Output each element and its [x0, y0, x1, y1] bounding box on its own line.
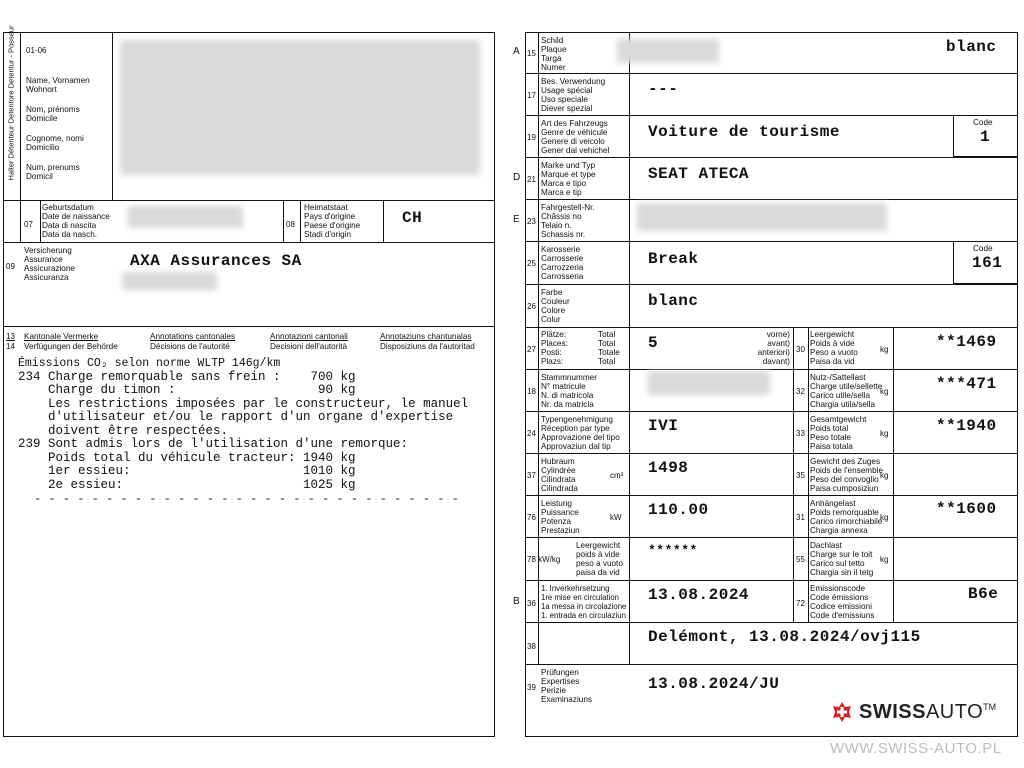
f27-label: Plätze: Places: Posti: Plazs:	[541, 330, 568, 366]
f15-label: Schild Plaque Targa Numer	[541, 36, 567, 72]
f15-num: 15	[527, 49, 536, 58]
f23-label: Fahrgestell-Nr. Châssis no Telaio n. Schassis nr.	[541, 203, 595, 239]
remark-line: d'utilisateur et/ou le rapport d'un organe d'expertise	[18, 410, 454, 424]
f19-code: 1	[980, 128, 991, 146]
f32-unit: kg	[880, 387, 889, 396]
f36-value: 13.08.2024	[648, 586, 750, 604]
f25-label: Karosserie Carrosserie Carrozzeria Carrosseria	[541, 245, 584, 281]
f33-unit: kg	[880, 429, 889, 438]
remark-line: 234 Charge remorquable sans frein : 700 kg	[18, 369, 356, 384]
remark-line: Les restrictions imposées par le constructeur, le manuel	[18, 396, 469, 411]
f15-letter: A	[513, 46, 520, 57]
f35-label: Gewicht des Zuges Poids de l'ensemble Peso del convoglio Paisa cumposiziun	[810, 457, 884, 493]
f25-value: Break	[648, 250, 699, 268]
f30-label: Leergewicht Poids à vide Peso a vuoto Paisa da vid	[810, 330, 858, 366]
f26-label: Farbe Couleur Colore Colur	[541, 288, 570, 324]
f39-value: 13.08.2024/JU	[648, 675, 780, 693]
f19-code-label: Code	[973, 118, 993, 127]
holder-label-4: Num, prenums Domicil	[26, 163, 80, 181]
f24-label: Typengenehmigung Réception par type Approvazione del tipo Approvaziun dal tip	[541, 415, 620, 451]
holder-label-2: Nom, prénoms Domicile	[26, 105, 80, 123]
field09-num: 09	[6, 262, 15, 271]
logo-text-swiss: SWISS	[859, 700, 926, 723]
f31-value: **1600	[936, 500, 997, 518]
remark-line: Émissions CO₂ selon norme WLTP 146g/km	[18, 357, 281, 370]
f78-value: ******	[648, 543, 698, 558]
field07-num: 07	[24, 220, 33, 229]
f21-letter: D	[513, 172, 521, 183]
plate-redacted	[617, 39, 719, 63]
f17-value: ---	[648, 80, 679, 98]
f23-letter: E	[513, 214, 520, 225]
f25-code-label: Code	[973, 244, 993, 253]
f25-code: 161	[972, 254, 1003, 272]
f72-label: Emissionscode Code émissions Codice emissioni Code d'emissiuns	[810, 584, 875, 620]
holder-label-3: Cognome, nomi Domicilio	[26, 134, 84, 152]
f17-label: Bes. Verwendung Usage spécial Uso speciale Diever spezial	[541, 77, 606, 113]
matricule-redacted	[648, 371, 770, 395]
f76-num: 76	[527, 513, 536, 522]
f76-value: 110.00	[648, 501, 709, 519]
field14-num: 14	[6, 342, 15, 351]
swissauto-logo	[830, 699, 1015, 725]
f38-value: Delémont, 13.08.2024/ovj115	[648, 628, 921, 646]
f19-num: 19	[527, 133, 536, 142]
authority-decisions-header-fr: Décisions de l'autorité	[150, 342, 230, 351]
logo-text-auto: AUTO	[925, 700, 984, 723]
insurance-number-redacted	[122, 272, 217, 290]
f26-num: 26	[527, 302, 536, 311]
f25-num: 25	[527, 259, 536, 268]
f24-value: IVI	[648, 417, 679, 435]
remark-line: Poids total du véhicule tracteur: 1940 kg	[18, 450, 356, 465]
f21-value: SEAT ATECA	[648, 165, 750, 183]
origin-country-value: CH	[402, 209, 423, 227]
f18-label: Stammnummer N° matricule N. di matricola Nr. da matricla	[541, 373, 597, 409]
vertical-holder-label: Halter Détenteur Detentore Detentur - Posseur	[6, 25, 16, 181]
f30-value: **1469	[936, 333, 997, 351]
f37-label: Hubraum Cylindrée Cilindrata Cilindrada	[541, 457, 578, 493]
field07-label: Geburtsdatum Date de naissance Data di nascita Data da nasch.	[42, 203, 110, 239]
f27-value: 5	[648, 334, 659, 352]
f76-unit: kW	[610, 513, 622, 522]
field09-label: Versicherung Assurance Assicurazione Assicuranza	[24, 246, 75, 282]
field13-num: 13	[6, 332, 15, 341]
f37-unit: cm³	[610, 471, 624, 480]
authority-decisions-header: Verfügungen der Behörde	[24, 342, 118, 351]
logo-tm: TM	[983, 702, 997, 712]
holder-name-redacted	[120, 40, 480, 175]
f18-num: 18	[527, 387, 536, 396]
f31-label: Anhängelast Poids remorquable Carico rimorchiabile Chargia annexa	[810, 499, 883, 535]
remark-line: 2e essieu: 1025 kg	[18, 477, 356, 492]
f32-value: ***471	[936, 375, 997, 393]
f37-num: 37	[527, 471, 536, 480]
f55-label: Dachlast Charge sur le toit Carico sul tetto Chargia sin il tetg	[810, 541, 874, 577]
f32-num: 32	[796, 387, 805, 396]
swiss-cross-icon	[830, 700, 854, 724]
dash-separator: - - - - - - - - - - - - - - - - - - - - - - - - - - - - - -	[34, 492, 459, 506]
f33-value: **1940	[936, 417, 997, 435]
f24-num: 24	[527, 429, 536, 438]
f31-num: 31	[796, 513, 805, 522]
f32-label: Nutz-/Sattellast Charge utile/sellette Carico utile/sella Chargia utila/sella	[810, 373, 883, 409]
holder-label-1: Name, Vornamen Wohnort	[26, 76, 90, 94]
f33-num: 33	[796, 429, 805, 438]
f36-label: 1. Inverkehrsetzung 1re mise en circulation 1a messa in circolazione 1. entrada en circulaziun	[541, 584, 627, 620]
header-code: 01-06	[26, 46, 47, 55]
f30-unit: kg	[880, 345, 889, 354]
remark-line: 239 Sont admis lors de l'utilisation d'une remorque:	[18, 437, 409, 451]
f55-num: 55	[796, 555, 805, 564]
f21-label: Marke und Typ Marque et type Marca e tipo Marca e tip	[541, 161, 596, 197]
remark-line: 1er essieu: 1010 kg	[18, 464, 356, 478]
f38-num: 38	[527, 642, 536, 651]
remark-line: Charge du timon : 90 kg	[18, 383, 356, 397]
f15-value: blanc	[946, 38, 997, 56]
field08-num: 08	[286, 220, 295, 229]
authority-decisions-header-it: Decisioni dell'autorità	[270, 342, 348, 351]
f19-value: Voiture de tourisme	[648, 123, 840, 141]
remark-line: doivent être respectées.	[18, 423, 229, 438]
cantonal-notes-header-rm: Annotaziuns chantunalas	[380, 332, 472, 341]
f26-value: blanc	[648, 292, 699, 310]
authority-decisions-header-rm: Disposiziuns da l'autoritad	[380, 342, 475, 351]
f72-num: 72	[796, 599, 805, 608]
f76-label: Leistung Puissance Potenza Prestaziun	[541, 499, 580, 535]
f39-label: Prüfungen Expertises Perizie Examinaziuns	[541, 668, 592, 704]
f36-num: 36	[527, 599, 536, 608]
cantonal-notes-header-it: Annotazioni cantonali	[270, 332, 348, 341]
f30-num: 30	[796, 345, 805, 354]
remarks-block	[18, 357, 488, 506]
cantonal-notes-header-fr: Annotations cantonales	[150, 332, 236, 341]
chassis-redacted	[637, 203, 887, 231]
f78-num: 78 kW/kg	[527, 555, 561, 564]
f17-num: 17	[527, 91, 536, 100]
f33-label: Gesamtgewicht Poids total Peso totale Paisa totala	[810, 415, 867, 451]
f78-label: Leergewicht poids à vide peso a vuoto paisa da vid	[576, 541, 623, 577]
f39-num: 39	[527, 683, 536, 692]
f23-num: 23	[527, 217, 536, 226]
f37-value: 1498	[648, 459, 689, 477]
f19-label: Art des Fahrzeugs Genre de véhicule Genere di veicolo Gener dal vehichel	[541, 119, 610, 155]
f72-value: B6e	[968, 585, 999, 603]
birthdate-redacted	[128, 206, 243, 228]
f36-letter: B	[513, 596, 520, 607]
field08-label: Heimatstaat Pays d'origine Paese d'origine Stadi d'origin	[304, 203, 361, 239]
f35-num: 35	[796, 471, 805, 480]
f31-unit: kg	[880, 513, 889, 522]
insurance-value: AXA Assurances SA	[130, 252, 302, 270]
f35-unit: kg	[880, 471, 889, 480]
f27-num: 27	[527, 345, 536, 354]
f21-num: 21	[527, 175, 536, 184]
f27-positions: vorne) avant) anteriori) davant)	[757, 330, 790, 366]
f27-sub: Total Total Totale Total	[598, 330, 620, 366]
cantonal-notes-header: Kantonale Vermerke	[24, 332, 99, 341]
website-link[interactable]: WWW.SWISS-AUTO.PL	[830, 740, 1002, 757]
f55-unit: kg	[880, 555, 889, 564]
